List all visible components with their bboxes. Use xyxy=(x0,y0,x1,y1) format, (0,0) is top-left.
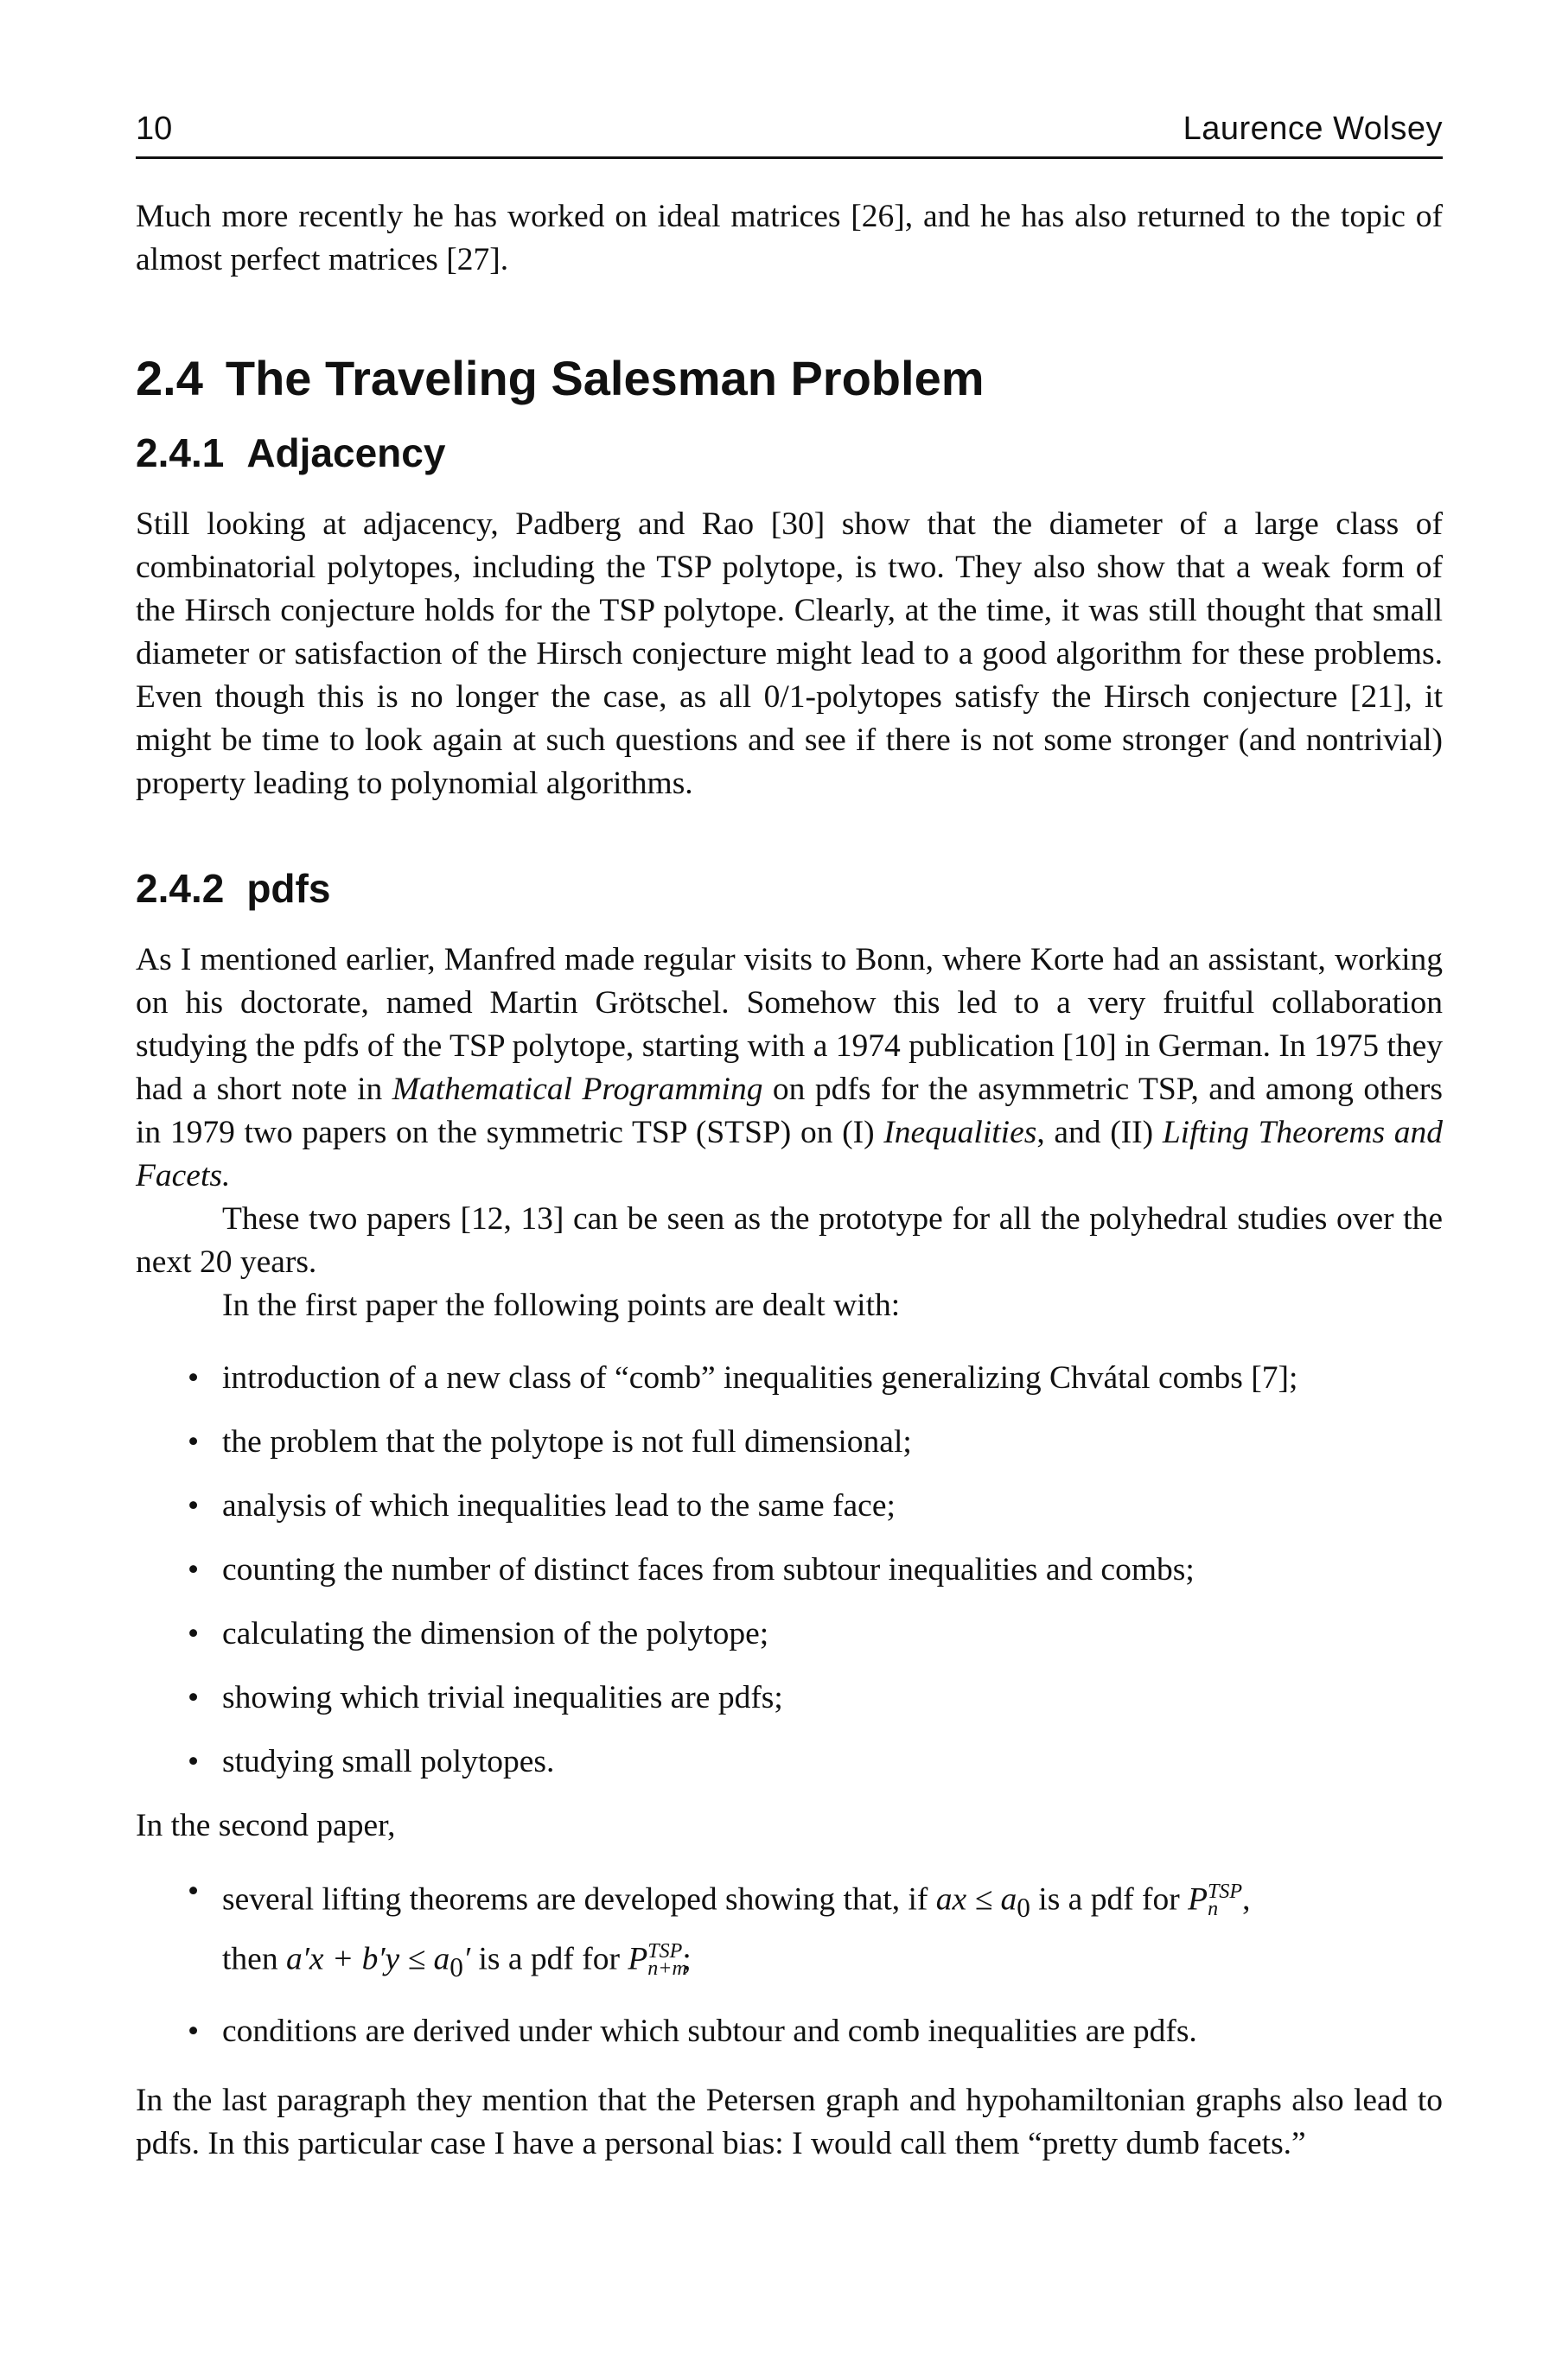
subsection-heading-pdfs xyxy=(136,862,1443,914)
journal-title: Mathematical Programming xyxy=(392,1072,763,1107)
math-sup-sub xyxy=(647,1930,687,1982)
text-run: , and (II) xyxy=(1036,1115,1163,1150)
section-title: The Traveling Salesman Problem xyxy=(225,351,985,405)
paper-title-2: Lifting Theorems and Facets. xyxy=(136,1115,1443,1193)
math-sub: 0 xyxy=(1017,1893,1030,1923)
list-item: • the problem that the polytope is not full dimensional; xyxy=(222,1421,1443,1464)
pdfs-paragraph-4: In the second paper, xyxy=(136,1808,396,1843)
subsection-title: pdfs xyxy=(246,866,331,911)
math-sup-sub xyxy=(1208,1870,1242,1922)
list-item: • conditions are derived under which subtour and comb inequalities are pdfs. xyxy=(222,2010,1443,2053)
math-prime: ′ xyxy=(462,1941,471,1977)
page-number: 10 xyxy=(136,111,173,147)
math-sup: TSP xyxy=(1208,1880,1243,1903)
list-item: • analysis of which inequalities lead to the same face; xyxy=(222,1485,1443,1528)
list-item: • showing which trivial inequalities are pdfs; xyxy=(222,1677,1443,1720)
subsection-number: 2.4.1 xyxy=(136,430,225,475)
running-head-author: Laurence Wolsey xyxy=(1183,111,1443,147)
math-inline: ax ≤ a xyxy=(935,1881,1017,1918)
list-item xyxy=(222,1870,1443,1989)
text-run: then xyxy=(222,1941,286,1977)
list-item: • studying small polytopes. xyxy=(222,1740,1443,1784)
adjacency-paragraph: Still looking at adjacency, Padberg and Rao [30] show that the diameter of a large class of combinatorial polytopes, including the TSP polytope, is two. They also show that a weak form of the Hirsch conjecture holds for the TSP polytope. Clearly, at the time, it was still thought that small diameter or satisfaction of the Hirsch conjecture might lead to a good algorithm for these problems. Even though this is no longer the case, as all 0/1-polytopes satisfy the Hirsch conjecture [21], it might be time to look again at such questions and see if there is not some stronger (and nontrivial) property leading to polynomial algorithms. xyxy=(136,506,1443,801)
section-number: 2.4 xyxy=(136,351,203,405)
text-run: several lifting theorems are developed showing that, if xyxy=(222,1881,936,1918)
subsection-title: Adjacency xyxy=(246,430,446,475)
subsection-number: 2.4.2 xyxy=(136,866,225,911)
math-inline: a′x + b′y ≤ a xyxy=(285,1941,450,1977)
math-sup: TSP xyxy=(647,1940,683,1963)
text-run: , xyxy=(1242,1881,1251,1918)
math-sub: n xyxy=(1208,1897,1219,1920)
pdfs-paragraph-2: These two papers [12, 13] can be seen as the prototype for all the polyhedral studies over the next 20 years. xyxy=(136,1201,1443,1280)
page xyxy=(136,111,1443,2166)
math-symbol-P: P xyxy=(628,1941,648,1977)
text-run: is a pdf for xyxy=(1030,1881,1189,1918)
list-item: • calculating the dimension of the polytope; xyxy=(222,1613,1443,1656)
first-paper-list xyxy=(136,1357,1443,1784)
math-sub: 0 xyxy=(449,1952,463,1982)
section-heading xyxy=(136,349,1443,408)
intro-paragraph: Much more recently he has worked on ideal matrices [26], and he has also returned to the topic of almost perfect matrices [27]. xyxy=(136,199,1443,277)
running-head xyxy=(136,111,1443,159)
pdfs-paragraph-1 xyxy=(136,939,1443,1198)
paper-title-1: Inequalities xyxy=(883,1115,1037,1150)
pdfs-paragraph-3: In the first paper the following points are dealt with: xyxy=(222,1288,901,1323)
text-run: on pdfs for the asymmetric TSP, and among others in 1979 two papers on the symmetric TSP (STSP) on (I) xyxy=(136,1072,1443,1150)
math-sub: n+m xyxy=(647,1957,687,1980)
second-paper-list xyxy=(136,1870,1443,2053)
text-run: As I mentioned earlier, Manfred made regular visits to Bonn, where Korte had an assistant, working on his doctorate, named Martin Grötschel. Somehow this led to a very fruitful collaboration studying the pdfs of the TSP polytope, starting with a 1974 publication [10] in German. In 1975 they had a short note in xyxy=(136,942,1443,1107)
pdfs-paragraph-5: In the last paragraph they mention that the Petersen graph and hypohamiltonian graphs also lead to pdfs. In this particular case I have a personal bias: I would call them “pretty dumb facets.” xyxy=(136,2083,1443,2161)
text-run: ; xyxy=(682,1941,692,1977)
list-item: • introduction of a new class of “comb” inequalities generalizing Chvátal combs [7]; xyxy=(222,1357,1443,1400)
text-run: is a pdf for xyxy=(470,1941,628,1977)
subsection-heading-adjacency xyxy=(136,427,1443,479)
math-symbol-P: P xyxy=(1188,1881,1208,1918)
list-item: • counting the number of distinct faces from subtour inequalities and combs; xyxy=(222,1549,1443,1592)
